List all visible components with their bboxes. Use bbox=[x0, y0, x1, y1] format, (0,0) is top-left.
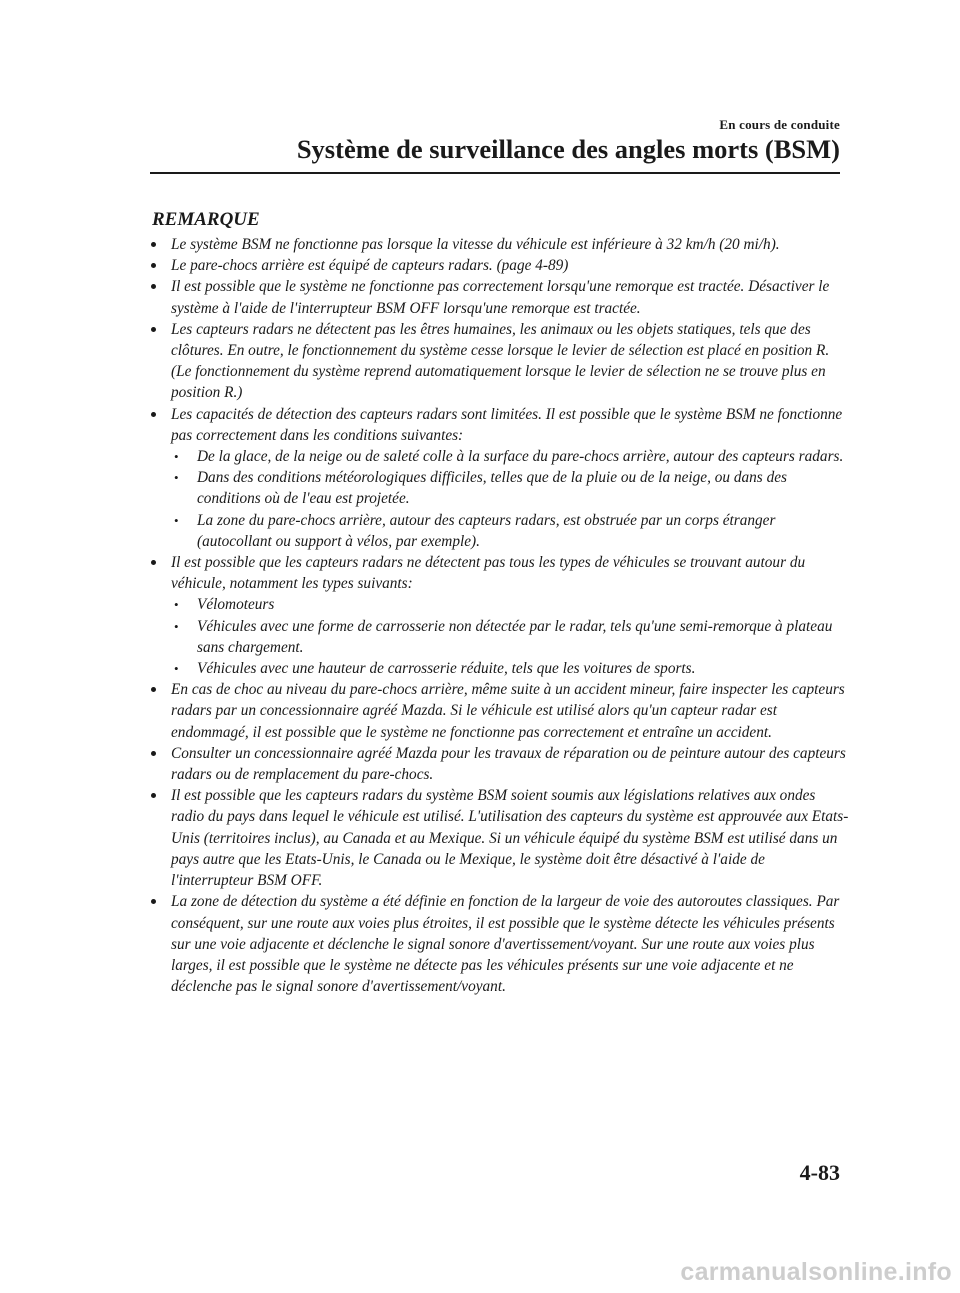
note-subitem-list bbox=[171, 594, 850, 679]
note-item-text: Il est possible que le système ne fonctionne pas correctement lorsqu'une remorque est tractée. Désactiver le système à l'aide de l'interrupteur BSM OFF lorsqu'une remorque est tractée. bbox=[171, 278, 830, 317]
note-heading: REMARQUE bbox=[152, 209, 260, 230]
note-item bbox=[150, 743, 850, 785]
watermark: carmanualsonline.info bbox=[680, 1258, 952, 1286]
sub-bullet-icon: • bbox=[174, 661, 179, 677]
bullet-icon bbox=[151, 242, 156, 247]
note-subitem-text: De la glace, de la neige ou de saleté colle à la surface du pare-chocs arrière, autour des capteurs radars. bbox=[197, 448, 844, 466]
note-item-text: La zone de détection du système a été définie en fonction de la largeur de voie des autoroutes classiques. Par conséquent, sur une route aux voies plus étroites, il est possible que le système détecte les véhicules présents sur une voie adjacente et déclenche le signal sonore d'avertissement/voyant. Sur une route aux voies plus larges, il est possible que le système ne détecte pas les véhicules présents sur une voie adjacente et ne déclenche pas le signal sonore d'avertissement/voyant. bbox=[171, 893, 840, 996]
note-item-text: Il est possible que les capteurs radars ne détectent pas tous les types de véhicules se trouvant autour du véhicule, notamment les types suivants: bbox=[171, 554, 806, 593]
note-subitem bbox=[171, 510, 850, 552]
note-item bbox=[150, 785, 850, 891]
note-item-text: Les capacités de détection des capteurs radars sont limitées. Il est possible que le système BSM ne fonctionne pas correctement dans les conditions suivantes: bbox=[171, 405, 843, 444]
sub-bullet-icon: • bbox=[174, 618, 179, 634]
note-subitem-text: Véhicules avec une hauteur de carrosserie réduite, tels que les voitures de sports. bbox=[197, 660, 696, 678]
section-label: En cours de conduite bbox=[719, 117, 840, 132]
bullet-icon bbox=[151, 412, 156, 417]
note-item bbox=[150, 255, 850, 276]
bullet-icon bbox=[151, 899, 156, 904]
note-item bbox=[150, 319, 850, 404]
note-item-text: Le système BSM ne fonctionne pas lorsque la vitesse du véhicule est inférieure à 32 km/h (20 mi/h). bbox=[171, 236, 780, 253]
note-item bbox=[150, 679, 850, 743]
sub-bullet-icon: • bbox=[174, 597, 179, 613]
note-item-text: Consulter un concessionnaire agréé Mazda pour les travaux de réparation ou de peinture autour des capteurs radars ou de remplacement du pare-chocs. bbox=[171, 744, 846, 784]
note-subitem bbox=[171, 616, 850, 658]
note-list bbox=[150, 234, 850, 997]
note-subitem bbox=[171, 658, 850, 679]
bullet-icon bbox=[151, 751, 156, 756]
note-item-text: Les capteurs radars ne détectent pas les êtres humaines, les animaux ou les objets statiques, tels que des clôtures. En outre, le fonctionnement du système cesse lorsque le levier de sélection est placé en position R. (Le fonctionnement du système reprend automatiquement lorsque le levier de sélection ne se trouve plus en position R.) bbox=[171, 320, 830, 402]
note-item-text: En cas de choc au niveau du pare-chocs arrière, même suite à un accident mineur, faire inspecter les capteurs radars par un concessionnaire agréé Mazda. Si le véhicule est utilisé alors qu'un capteur radar est endommagé, il est possible que le système ne fonctionne pas correctement et entraîne un accident. bbox=[171, 681, 845, 741]
note-item-text: Il est possible que les capteurs radars du système BSM soient soumis aux législations relatives aux ondes radio du pays dans lequel le véhicule est utilisé. L'utilisation des capteurs du système est approuvée aux Etats-Unis (territoires inclus), au Canada et au Mexique. Si un véhicule équipé du système BSM est utilisé dans un pays autre que les Etats-Unis, le Canada ou le Mexique, le système doit être désactivé à l'aide de l'interrupteur BSM OFF. bbox=[171, 787, 849, 890]
note-item bbox=[150, 276, 850, 318]
sub-bullet-icon: • bbox=[174, 512, 179, 528]
page-title: Système de surveillance des angles morts (BSM) bbox=[296, 134, 840, 164]
note-subitem bbox=[171, 594, 850, 615]
note-item bbox=[150, 552, 850, 679]
note-subitem-text: Vélomoteurs bbox=[197, 596, 275, 614]
bullet-icon bbox=[151, 793, 156, 798]
bullet-icon bbox=[151, 560, 156, 565]
title-rule bbox=[150, 172, 840, 174]
note-item bbox=[150, 891, 850, 997]
note-item bbox=[150, 404, 850, 552]
note-subitem-list bbox=[171, 446, 850, 552]
note-block bbox=[150, 208, 850, 997]
note-subitem-text: Véhicules avec une forme de carrosserie non détectée par le radar, tels qu'une semi-remorque à plateau sans chargement. bbox=[197, 617, 833, 656]
bullet-icon bbox=[151, 327, 156, 332]
sub-bullet-icon: • bbox=[174, 470, 179, 486]
note-item bbox=[150, 234, 850, 255]
page-number: 4-83 bbox=[799, 1160, 840, 1185]
bullet-icon bbox=[151, 687, 156, 692]
note-subitem bbox=[171, 446, 850, 467]
sub-bullet-icon: • bbox=[174, 449, 179, 465]
bullet-icon bbox=[151, 284, 156, 289]
note-subitem bbox=[171, 467, 850, 509]
bullet-icon bbox=[151, 263, 156, 268]
note-subitem-text: Dans des conditions météorologiques difficiles, telles que de la pluie ou de la neige, ou dans des conditions où de l'eau est projetée. bbox=[197, 469, 787, 508]
note-subitem-text: La zone du pare-chocs arrière, autour des capteurs radars, est obstruée par un corps étranger (autocollant ou support à vélos, par exemple). bbox=[197, 511, 776, 550]
note-item-text: Le pare-chocs arrière est équipé de capteurs radars. (page 4-89) bbox=[171, 257, 569, 275]
